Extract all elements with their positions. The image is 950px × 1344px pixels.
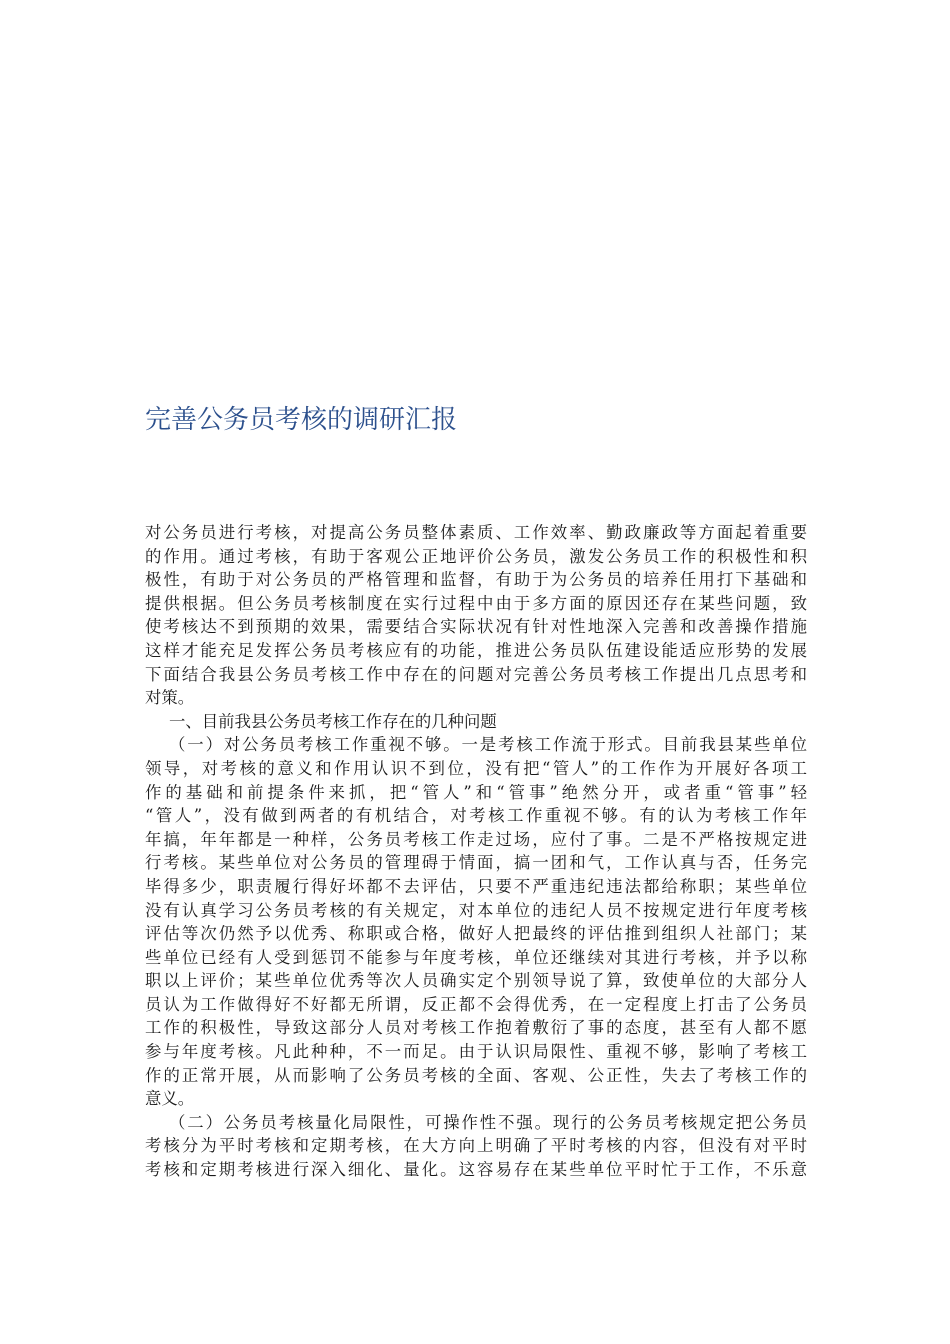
text-line: 一、目前我县公务员考核工作存在的几种问题 xyxy=(169,711,497,731)
text-line: 对策。 xyxy=(145,688,195,708)
text-line: 评估等次仍然予以优秀、称职或合格，做好人把最终的评估推到组织人社部门；某 xyxy=(145,924,807,944)
text-line: 作的正常开展，从而影响了公务员考核的全面、客观、公正性，失去了考核工作的 xyxy=(145,1065,807,1085)
text-line: 的作用。通过考核，有助于客观公正地评价公务员，激发公务员工作的积极性和积 xyxy=(145,546,807,566)
text-line: 些单位已经有人受到惩罚不能参与年度考核，单位还继续对其进行考核，并予以称 xyxy=(145,947,807,967)
text-line: 这样才能充足发挥公务员考核应有的功能，推进公务员队伍建设能适应形势的发展 xyxy=(145,640,807,660)
text-line: 极性，有助于对公务员的严格管理和监督，有助于为公务员的培养任用打下基础和 xyxy=(145,570,807,590)
text-line: 使考核达不到预期的效果，需要结合实际状况有针对性地深入完善和改善操作措施 xyxy=(145,617,807,637)
text-line: 考核分为平时考核和定期考核，在大方向上明确了平时考核的内容，但没有对平时 xyxy=(145,1136,807,1156)
text-line: 领导，对考核的意义和作用认识不到位，没有把“管人”的工作作为开展好各项工 xyxy=(145,758,807,778)
text-line: 工作的积极性，导致这部分人员对考核工作抱着敷衍了事的态度，甚至有人都不愿 xyxy=(145,1018,807,1038)
text-line: 职以上评价；某些单位优秀等次人员确实定个别领导说了算，致使单位的大部分人 xyxy=(145,971,807,991)
text-line: 行考核。某些单位对公务员的管理碍于情面，搞一团和气，工作认真与否，任务完 xyxy=(145,853,807,873)
text-line: 意义。 xyxy=(145,1089,195,1109)
text-line: （一）对公务员考核工作重视不够。一是考核工作流于形式。目前我县某些单位 xyxy=(169,735,807,755)
text-line: 员认为工作做得好不好都无所谓，反正都不会得优秀，在一定程度上打击了公务员 xyxy=(145,994,807,1014)
text-line: 对公务员进行考核，对提高公务员整体素质、工作效率、勤政廉政等方面起着重要 xyxy=(145,523,807,542)
text-line: 没有认真学习公务员考核的有关规定，对本单位的违纪人员不按规定进行年度考核 xyxy=(145,900,807,920)
text-line: 提供根据。但公务员考核制度在实行过程中由于多方面的原因还存在某些问题，致 xyxy=(145,593,807,613)
text-line: 作的基础和前提条件来抓，把“管人”和“管事”绝然分开，或者重“管事”轻 xyxy=(145,782,807,802)
text-line: 参与年度考核。凡此种种，不一而足。由于认识局限性、重视不够，影响了考核工 xyxy=(145,1042,807,1062)
text-line: “管人”，没有做到两者的有机结合，对考核工作重视不够。有的认为考核工作年 xyxy=(145,806,807,826)
text-line: 年搞，年年都是一种样，公务员考核工作走过场，应付了事。二是不严格按规定进 xyxy=(145,829,807,849)
text-line: 毕得多少，职责履行得好坏都不去评估，只要不严重违纪违法都给称职；某些单位 xyxy=(145,876,807,896)
text-line: 下面结合我县公务员考核工作中存在的问题对完善公务员考核工作提出几点思考和 xyxy=(145,664,807,684)
text-line: 考核和定期考核进行深入细化、量化。这容易存在某些单位平时忙于工作，不乐意 xyxy=(145,1160,807,1180)
document-title: 完善公务员考核的调研汇报 xyxy=(145,405,458,435)
text-line: （二）公务员考核量化局限性，可操作性不强。现行的公务员考核规定把公务员 xyxy=(169,1112,807,1132)
document-body xyxy=(145,521,807,1182)
